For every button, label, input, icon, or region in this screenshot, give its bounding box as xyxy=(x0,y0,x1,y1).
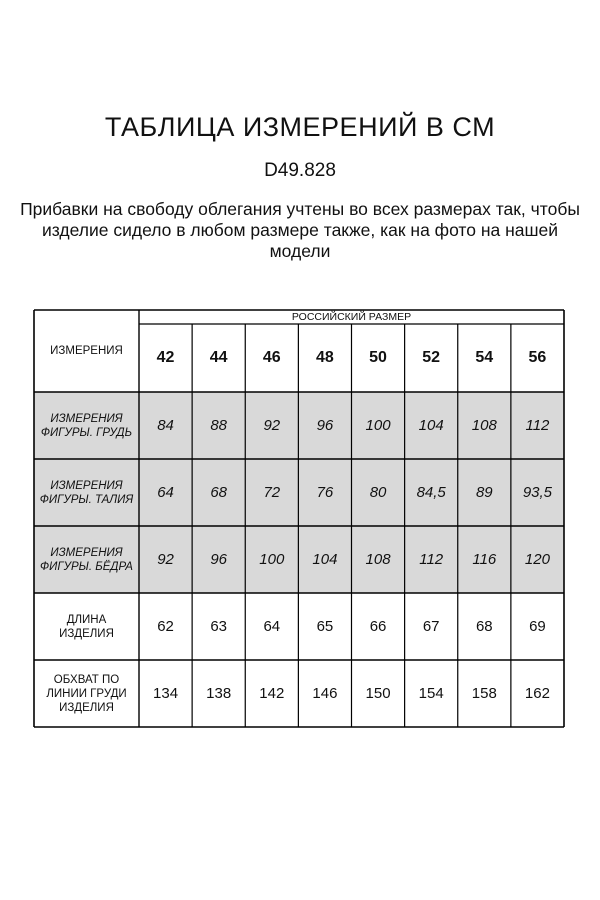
corner-label: ИЗМЕРЕНИЯ xyxy=(50,345,123,357)
table-cell: 64 xyxy=(263,618,281,635)
table-cell: 84 xyxy=(157,417,174,434)
table-cell: 146 xyxy=(312,685,338,702)
table-cell: 62 xyxy=(157,618,174,635)
size-header: 56 xyxy=(528,349,547,366)
table-cell: 108 xyxy=(471,417,497,434)
table-cell: 65 xyxy=(316,618,334,635)
table-cell: 64 xyxy=(157,484,174,501)
row-label: ОБХВАТ ПО ЛИНИИ ГРУДИ ИЗДЕЛИЯ xyxy=(46,673,127,714)
table-cell: 142 xyxy=(259,685,285,702)
table-cell: 100 xyxy=(365,417,391,434)
product-code: D49.828 xyxy=(264,160,336,181)
table-cell: 134 xyxy=(153,685,179,702)
table-cell: 68 xyxy=(210,484,228,501)
table-cell: 92 xyxy=(263,417,281,434)
table-cell: 72 xyxy=(263,484,281,501)
row-label: ИЗМЕРЕНИЯ ФИГУРЫ. БЁДРА xyxy=(40,546,133,573)
table-cell: 112 xyxy=(419,551,444,568)
table-cell: 158 xyxy=(471,685,497,702)
table-cell: 63 xyxy=(210,618,228,635)
size-header: 46 xyxy=(262,349,281,366)
table-cell: 100 xyxy=(259,551,285,568)
table-cell: 116 xyxy=(472,551,497,568)
table-cell: 104 xyxy=(418,417,444,434)
size-header: 50 xyxy=(369,349,387,366)
table-cell: 92 xyxy=(157,551,174,568)
table-cell: 96 xyxy=(316,417,334,434)
table-cell: 84,5 xyxy=(416,484,446,501)
row-label: ИЗМЕРЕНИЯ ФИГУРЫ. ТАЛИЯ xyxy=(39,479,134,506)
table-cell: 69 xyxy=(529,618,546,635)
table-cell: 162 xyxy=(524,685,550,702)
table-cell: 89 xyxy=(475,484,493,501)
page-title: ТАБЛИЦА ИЗМЕРЕНИЙ В СМ xyxy=(104,112,496,142)
table-cell: 112 xyxy=(525,417,550,434)
table-cell: 93,5 xyxy=(522,484,553,501)
size-header: 48 xyxy=(316,349,334,366)
row-label: ДЛИНА ИЗДЕЛИЯ xyxy=(59,613,114,640)
table-cell: 67 xyxy=(422,618,440,635)
table-cell: 104 xyxy=(312,551,338,568)
table-cell: 150 xyxy=(365,685,391,702)
table-cell: 76 xyxy=(316,484,334,501)
fit-note: Прибавки на свободу облегания учтены во всех размерах так, чтобы изделие сидело в любом размере также, как на фото на нашей модели xyxy=(20,199,580,261)
table-cell: 96 xyxy=(210,551,228,568)
row-label: ИЗМЕРЕНИЯ ФИГУРЫ. ГРУДЬ xyxy=(40,412,133,439)
size-header: 42 xyxy=(156,349,175,366)
table-cell: 154 xyxy=(418,685,444,702)
table-cell: 88 xyxy=(210,417,228,434)
table-cell: 68 xyxy=(475,618,493,635)
size-header: 54 xyxy=(475,349,494,366)
table-cell: 120 xyxy=(524,551,550,568)
size-header: 44 xyxy=(209,349,228,366)
table-cell: 66 xyxy=(369,618,387,635)
size-header: 52 xyxy=(422,349,441,366)
table-cell: 80 xyxy=(369,484,387,501)
russian-size-header: РОССИЙСКИЙ РАЗМЕР xyxy=(291,311,412,323)
table-cell: 138 xyxy=(206,685,232,702)
table-cell: 108 xyxy=(365,551,391,568)
